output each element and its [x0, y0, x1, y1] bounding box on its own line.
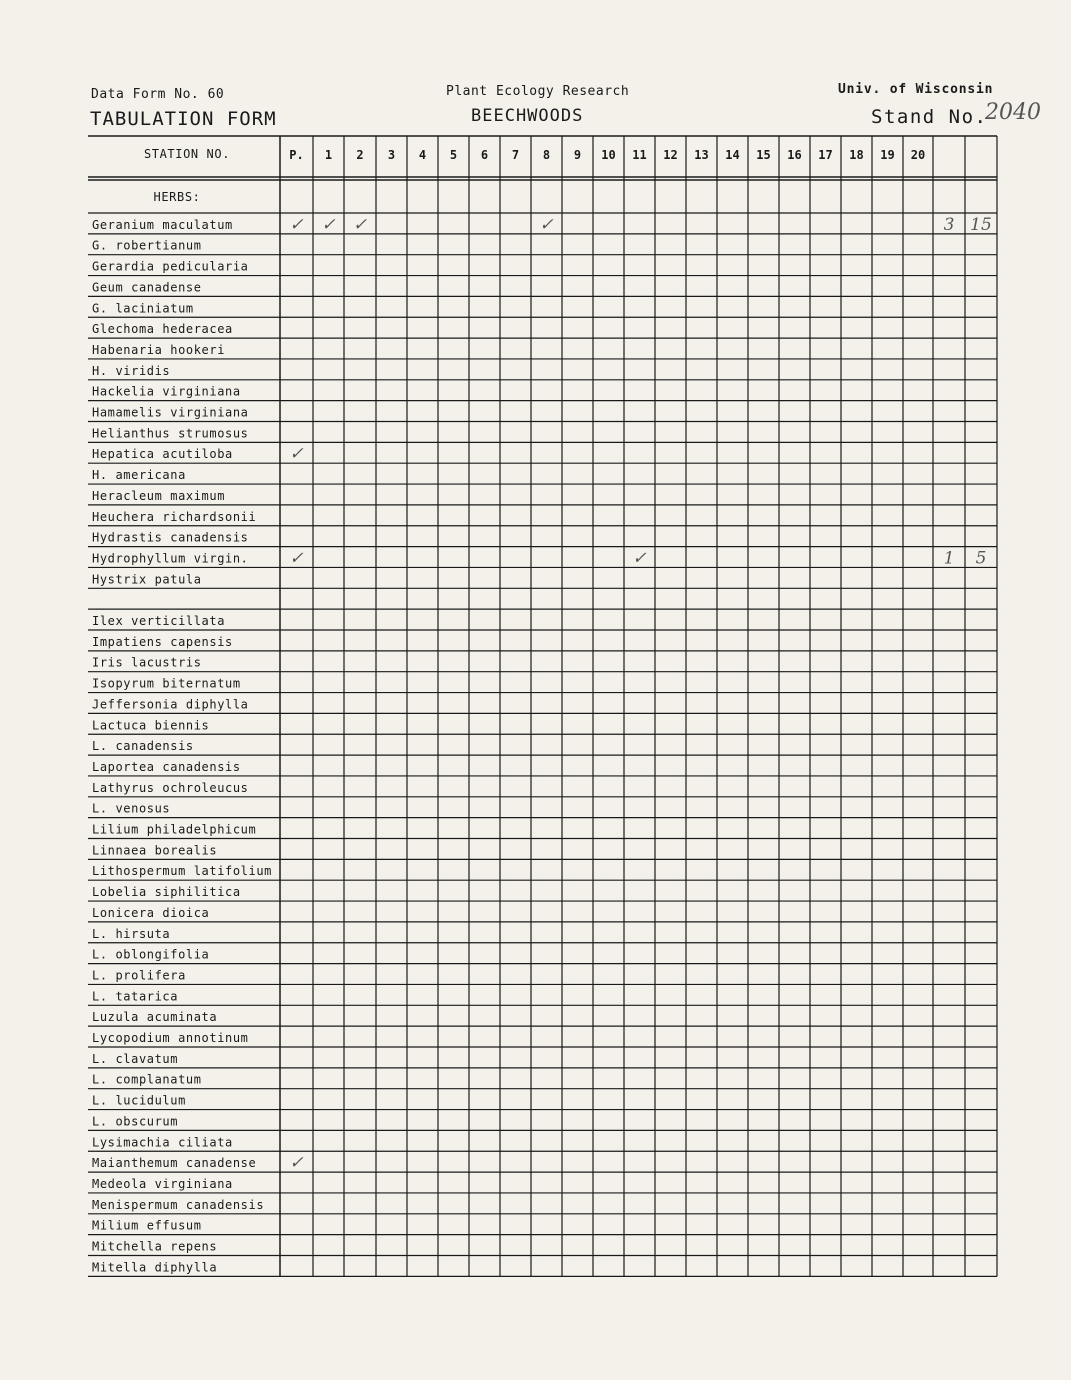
handwritten-mark: ✓ [289, 1153, 304, 1174]
column-header: 13 [694, 148, 709, 162]
species-name: Impatiens capensis [92, 634, 233, 649]
species-name: Heuchera richardsonii [92, 509, 257, 524]
species-name: L. obscurum [92, 1114, 179, 1129]
species-name: Mitella diphylla [92, 1260, 218, 1275]
species-name: Lonicera dioica [92, 905, 210, 920]
species-name: H. viridis [92, 363, 171, 378]
column-header: 4 [418, 148, 427, 162]
species-name: Hepatica acutiloba [92, 447, 233, 462]
column-header: 6 [480, 148, 489, 162]
species-name: Menispermum canadensis [92, 1197, 265, 1212]
species-name: L. lucidulum [92, 1093, 186, 1108]
column-header: 2 [356, 148, 364, 162]
species-name: Geum canadense [92, 280, 202, 295]
stand-number-label: Stand No. [871, 106, 988, 128]
species-name: Hackelia virginiana [92, 384, 241, 399]
species-name: Lactuca biennis [92, 718, 210, 733]
species-name: L. canadensis [92, 739, 194, 754]
species-name: Lilium philadelphicum [92, 822, 257, 837]
handwritten-mark: ✓ [289, 444, 304, 465]
handwritten-mark: ✓ [539, 214, 554, 235]
species-name: Heracleum maximum [92, 488, 226, 503]
handwritten-mark: ✓ [321, 214, 336, 235]
column-header: 1 [324, 148, 333, 162]
form-title: TABULATION FORM [90, 108, 277, 130]
column-header: 3 [387, 148, 396, 162]
species-name: Mitchella repens [92, 1239, 218, 1254]
species-name: Medeola virginiana [92, 1176, 233, 1191]
column-header: 10 [601, 148, 616, 162]
handwritten-mark: 15 [970, 214, 992, 235]
species-name: Lithospermum latifolium [92, 864, 272, 879]
species-name: Milium effusum [92, 1218, 202, 1233]
species-name: Ilex verticillata [92, 614, 226, 628]
column-header: 19 [880, 148, 895, 162]
column-header: 18 [849, 148, 864, 162]
species-name: Hydrophyllum virgin. [92, 551, 249, 566]
species-name: Jeffersonia diphylla [92, 697, 249, 712]
stand-number-value: 2040 [985, 100, 1041, 125]
species-name: Lobelia siphilitica [92, 885, 241, 900]
species-name: Isopyrum biternatum [92, 676, 241, 691]
column-header: 7 [511, 148, 520, 162]
species-name: Lysimachia ciliata [92, 1135, 233, 1150]
column-header: 12 [663, 148, 678, 162]
species-name: L. prolifera [92, 968, 186, 983]
university-name: Univ. of Wisconsin [838, 82, 994, 97]
species-name: G. laciniatum [92, 301, 194, 316]
handwritten-mark: 1 [943, 548, 955, 569]
species-name: L. oblongifolia [92, 947, 210, 962]
handwritten-mark: 3 [943, 214, 955, 235]
handwritten-mark: ✓ [289, 214, 304, 235]
species-name: L. complanatum [92, 1072, 202, 1087]
handwritten-mark: ✓ [352, 214, 368, 235]
species-name: Lycopodium annotinum [92, 1031, 249, 1045]
handwritten-mark: ✓ [632, 548, 647, 569]
form-number: Data Form No. 60 [91, 87, 225, 102]
species-name: H. americana [92, 468, 186, 483]
column-header: P. [289, 148, 304, 162]
column-header: 11 [632, 148, 647, 162]
species-name: Lathyrus ochroleucus [92, 780, 249, 795]
species-name: G. robertianum [92, 238, 202, 253]
section-label-herbs: HERBS: [153, 190, 201, 204]
species-name: Iris lacustris [92, 655, 202, 670]
column-header: 20 [910, 148, 926, 162]
species-name: Linnaea borealis [92, 843, 218, 858]
species-name: Geranium maculatum [92, 217, 233, 232]
species-name: Gerardia pedicularia [92, 259, 249, 274]
column-header: 8 [542, 148, 551, 162]
species-name: Hamamelis virginiana [92, 405, 249, 420]
species-name: Luzula acuminata [92, 1010, 218, 1025]
handwritten-mark: 5 [975, 548, 987, 569]
species-name: Helianthus strumosus [92, 426, 249, 441]
station-number-header: STATION NO. [143, 147, 231, 161]
column-header: 17 [818, 148, 833, 162]
species-name: Hydrastis canadensis [92, 530, 249, 545]
species-name: Maianthemum canadense [92, 1156, 257, 1171]
species-name: L. tatarica [92, 989, 179, 1004]
species-name: Laportea canadensis [92, 759, 241, 774]
species-name: Glechoma hederacea [92, 322, 233, 337]
species-name: Hystrix patula [92, 572, 202, 587]
column-header: 16 [787, 148, 802, 162]
column-header: 5 [449, 148, 458, 162]
column-header: 9 [573, 148, 582, 162]
species-name: L. hirsuta [92, 926, 171, 941]
column-header: 14 [725, 148, 740, 162]
species-name: L. venosus [92, 801, 171, 816]
research-heading: Plant Ecology Research [446, 84, 630, 99]
site-name: BEECHWOODS [471, 106, 584, 126]
handwritten-mark: ✓ [289, 548, 304, 569]
species-name: Habenaria hookeri [92, 342, 226, 357]
column-header: 15 [756, 148, 771, 162]
species-name: L. clavatum [92, 1051, 179, 1066]
